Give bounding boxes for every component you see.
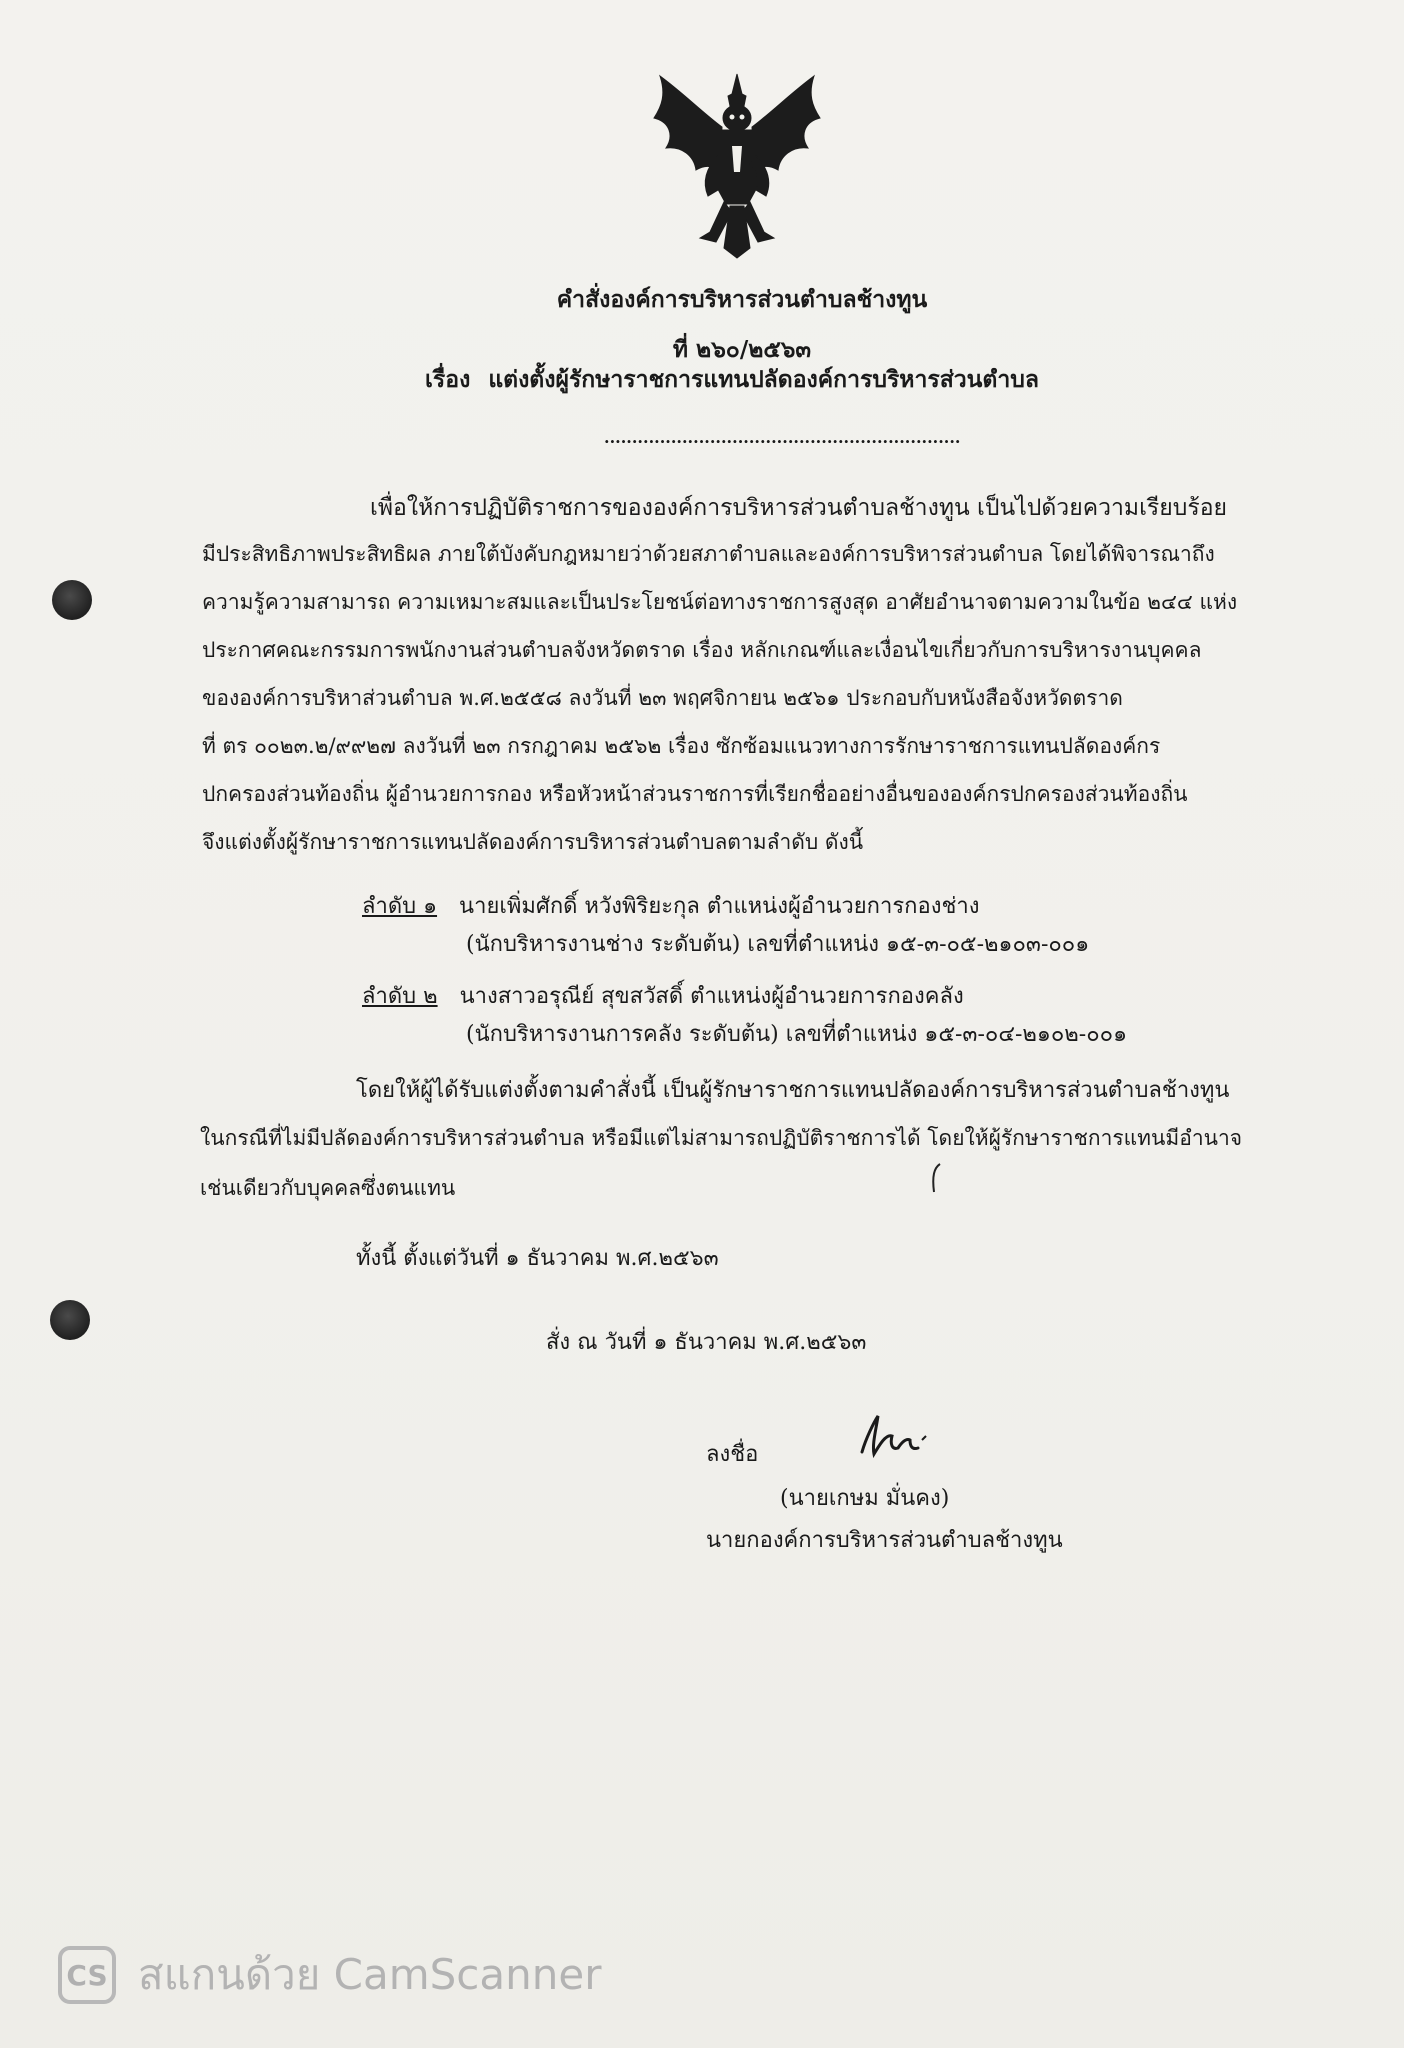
list-item — [362, 978, 964, 1013]
order-subject — [30, 362, 1404, 398]
effective-date: ทั้งนี้ ตั้งแต่วันที่ ๑ ธันวาคม พ.ศ.๒๕๖๓ — [356, 1246, 719, 1271]
appointee-name: นางสาวอรุณีย์ สุขสวัสดิ์ ตำแหน่งผู้อำนวยการกองคลัง — [459, 984, 964, 1009]
sign-label: ลงชื่อ — [706, 1442, 759, 1467]
watermark-text: สแกนด้วย CamScanner — [138, 1950, 602, 1999]
camscanner-watermark — [58, 1942, 601, 2008]
appointee-name: นายเพิ่มศักดิ์ หวังพิริยะกุล ตำแหน่งผู้อำนวยการกองช่าง — [459, 894, 980, 919]
paragraph-line: ในกรณีที่ไม่มีปลัดองค์การบริหารส่วนตำบล หรือมีแต่ไม่สามารถปฏิบัติราชการได้ โดยให้ผู้รักษาราชการแทนมีอำนาจ — [200, 1126, 1243, 1150]
paragraph-line: ประกาศคณะกรรมการพนักงานส่วนตำบลจังหวัดตราด เรื่อง หลักเกณฑ์และเงื่อนไขเกี่ยวกับการบริหารงานบุคคล — [202, 638, 1202, 662]
separator-dots: ................................................................ — [604, 428, 961, 447]
camscanner-logo-icon: CS — [58, 1946, 116, 2004]
paragraph-line: ความรู้ความสามารถ ความเหมาะสมและเป็นประโยชน์ต่อทางราชการสูงสุด อาศัยอำนาจตามความในข้อ ๒๔๔ แห่ง — [202, 590, 1238, 614]
order-number: ที่ ๒๖๐/๒๕๖๓ — [672, 336, 812, 363]
order-title: คำสั่งองค์การบริหารส่วนตำบลช้างทูน — [556, 286, 928, 313]
punch-hole — [50, 1300, 90, 1340]
subject-label: เรื่อง — [425, 366, 471, 393]
order-label: ลำดับ ๑ — [362, 894, 438, 919]
paragraph-line: ปกครองส่วนท้องถิ่น ผู้อำนวยการกอง หรือหัวหน้าส่วนราชการที่เรียกชื่ออย่างอื่นขององค์กรปกครองส่วนท้องถิ่น — [202, 782, 1188, 806]
paragraph-line: จึงแต่งตั้งผู้รักษาราชการแทนปลัดองค์การบริหารส่วนตำบลตามลำดับ ดังนี้ — [202, 830, 864, 854]
signer-position: นายกองค์การบริหารส่วนตำบลช้างทูน — [706, 1528, 1063, 1553]
appointee-position: (นักบริหารงานช่าง ระดับต้น) เลขที่ตำแหน่ง ๑๕-๓-๐๕-๒๑๐๓-๐๐๑ — [466, 932, 1090, 957]
list-item — [362, 888, 979, 923]
paragraph-line: ขององค์การบริหาส่วนตำบล พ.ศ.๒๕๕๘ ลงวันที่ ๒๓ พฤศจิกายน ๒๕๖๑ ประกอบกับหนังสือจังหวัดตราด — [202, 686, 1123, 710]
paragraph-line: โดยให้ผู้ได้รับแต่งตั้งตามคำสั่งนี้ เป็นผู้รักษาราชการแทนปลัดองค์การบริหารส่วนตำบลช้างทูน — [356, 1078, 1230, 1103]
paragraph-line: เพื่อให้การปฏิบัติราชการขององค์การบริหารส่วนตำบลช้างทูน เป็นไปด้วยความเรียบร้อย — [370, 495, 1228, 521]
handwritten-signature — [852, 1410, 942, 1462]
paragraph-line: เช่นเดียวกับบุคคลซึ่งตนแทน — [200, 1176, 456, 1200]
garuda-emblem-icon — [652, 72, 822, 260]
order-label: ลำดับ ๒ — [362, 984, 438, 1009]
subject-text: แต่งตั้งผู้รักษาราชการแทนปลัดองค์การบริหารส่วนตำบล — [488, 366, 1039, 393]
appointee-position: (นักบริหารงานการคลัง ระดับต้น) เลขที่ตำแหน่ง ๑๕-๓-๐๔-๒๑๐๒-๐๐๑ — [466, 1022, 1128, 1047]
order-date: สั่ง ณ วันที่ ๑ ธันวาคม พ.ศ.๒๕๖๓ — [546, 1330, 867, 1355]
pen-mark — [928, 1162, 944, 1196]
paragraph-line: มีประสิทธิภาพประสิทธิผล ภายใต้บังคับกฎหมายว่าด้วยสภาตำบลและองค์การบริหารส่วนตำบล โดยได้พิจารณาถึง — [202, 542, 1215, 566]
punch-hole — [52, 580, 92, 620]
signer-name: (นายเกษม มั่นคง) — [780, 1486, 950, 1511]
paragraph-line: ที่ ตร ๐๐๒๓.๒/๙๙๒๗ ลงวันที่ ๒๓ กรกฎาคม ๒๕๖๒ เรื่อง ซักซ้อมแนวทางการรักษาราชการแทนปลัดองค์กร — [202, 734, 1161, 758]
